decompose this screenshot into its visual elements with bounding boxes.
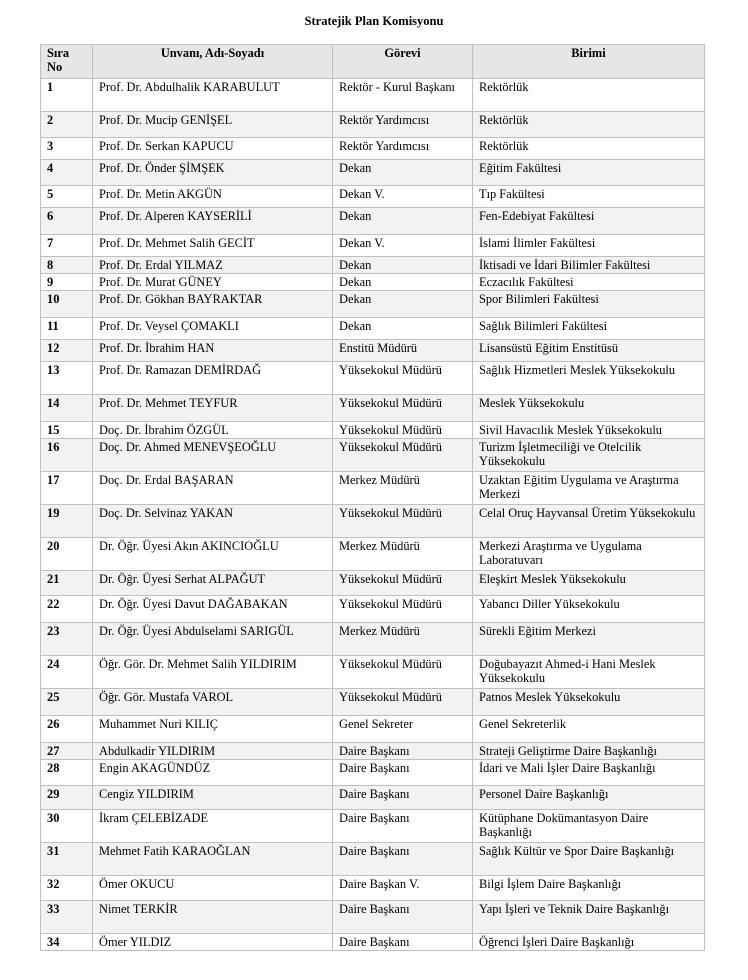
cell-unit: Sağlık Hizmetleri Meslek Yüksekokulu — [473, 362, 705, 395]
cell-no: 26 — [41, 716, 93, 743]
table-row — [41, 318, 705, 340]
table-row — [41, 395, 705, 422]
cell-unit: Yapı İşleri ve Teknik Daire Başkanlığı — [473, 901, 705, 934]
cell-duty: Yüksekokul Müdürü — [333, 689, 473, 716]
cell-name: Nimet TERKİR — [93, 901, 333, 934]
cell-duty: Dekan — [333, 318, 473, 340]
cell-no: 15 — [41, 422, 93, 439]
cell-unit: Strateji Geliştirme Daire Başkanlığı — [473, 743, 705, 760]
table-row — [41, 257, 705, 274]
cell-name: Cengiz YILDIRIM — [93, 786, 333, 810]
cell-no: 5 — [41, 186, 93, 208]
table-row — [41, 623, 705, 656]
cell-no: 33 — [41, 901, 93, 934]
table-row — [41, 760, 705, 786]
cell-duty: Yüksekokul Müdürü — [333, 571, 473, 596]
cell-no: 1 — [41, 79, 93, 112]
header-name: Unvanı, Adı-Soyadı — [93, 45, 333, 79]
table-row — [41, 274, 705, 291]
cell-no: 31 — [41, 843, 93, 876]
table-body — [41, 79, 705, 951]
table-row — [41, 571, 705, 596]
cell-duty: Rektör Yardımcısı — [333, 112, 473, 138]
table-row — [41, 472, 705, 505]
table-row — [41, 743, 705, 760]
cell-name: Dr. Öğr. Üyesi Davut DAĞABAKAN — [93, 596, 333, 623]
cell-name: Ömer OKUCU — [93, 876, 333, 901]
cell-no: 19 — [41, 505, 93, 538]
cell-name: Dr. Öğr. Üyesi Akın AKINCIOĞLU — [93, 538, 333, 571]
cell-unit: Sivil Havacılık Meslek Yüksekokulu — [473, 422, 705, 439]
cell-duty: Dekan — [333, 160, 473, 186]
table-row — [41, 689, 705, 716]
cell-duty: Daire Başkanı — [333, 934, 473, 951]
cell-unit: Spor Bilimleri Fakültesi — [473, 291, 705, 318]
cell-duty: Yüksekokul Müdürü — [333, 656, 473, 689]
cell-no: 29 — [41, 786, 93, 810]
cell-name: Prof. Dr. Serkan KAPUCU — [93, 138, 333, 160]
cell-no: 4 — [41, 160, 93, 186]
cell-no: 14 — [41, 395, 93, 422]
cell-unit: Kütüphane Dokümantasyon Daire Başkanlığı — [473, 810, 705, 843]
table-row — [41, 422, 705, 439]
cell-duty: Dekan V. — [333, 235, 473, 257]
cell-no: 20 — [41, 538, 93, 571]
cell-no: 11 — [41, 318, 93, 340]
cell-name: Dr. Öğr. Üyesi Serhat ALPAĞUT — [93, 571, 333, 596]
cell-name: Doç. Dr. Ahmed MENEVŞEOĞLU — [93, 439, 333, 472]
table-row — [41, 538, 705, 571]
cell-unit: İktisadi ve İdari Bilimler Fakültesi — [473, 257, 705, 274]
cell-name: Prof. Dr. Alperen KAYSERİLİ — [93, 208, 333, 235]
cell-name: Öğr. Gör. Mustafa VAROL — [93, 689, 333, 716]
cell-no: 17 — [41, 472, 93, 505]
table-row — [41, 235, 705, 257]
cell-name: Ömer YILDIZ — [93, 934, 333, 951]
cell-no: 16 — [41, 439, 93, 472]
cell-unit: Genel Sekreterlik — [473, 716, 705, 743]
cell-no: 22 — [41, 596, 93, 623]
cell-unit: Rektörlük — [473, 138, 705, 160]
table-row — [41, 901, 705, 934]
cell-duty: Merkez Müdürü — [333, 538, 473, 571]
cell-no: 2 — [41, 112, 93, 138]
table-header-row — [41, 45, 705, 79]
cell-no: 8 — [41, 257, 93, 274]
cell-no: 13 — [41, 362, 93, 395]
cell-duty: Rektör - Kurul Başkanı — [333, 79, 473, 112]
cell-name: Doç. Dr. Erdal BAŞARAN — [93, 472, 333, 505]
cell-unit: Öğrenci İşleri Daire Başkanlığı — [473, 934, 705, 951]
cell-name: Prof. Dr. Mehmet Salih GECİT — [93, 235, 333, 257]
cell-unit: Patnos Meslek Yüksekokulu — [473, 689, 705, 716]
header-no: Sıra No — [41, 45, 93, 79]
cell-duty: Daire Başkan V. — [333, 876, 473, 901]
table-row — [41, 596, 705, 623]
cell-unit: Rektörlük — [473, 112, 705, 138]
cell-name: Doç. Dr. Selvinaz YAKAN — [93, 505, 333, 538]
table-row — [41, 439, 705, 472]
cell-name: Prof. Dr. Veysel ÇOMAKLI — [93, 318, 333, 340]
cell-no: 23 — [41, 623, 93, 656]
cell-name: Prof. Dr. Önder ŞİMŞEK — [93, 160, 333, 186]
cell-duty: Dekan — [333, 257, 473, 274]
cell-name: Prof. Dr. Mucip GENİŞEL — [93, 112, 333, 138]
cell-unit: Merkezi Araştırma ve Uygulama Laboratuvarı — [473, 538, 705, 571]
table-row — [41, 716, 705, 743]
cell-no: 10 — [41, 291, 93, 318]
cell-no: 28 — [41, 760, 93, 786]
cell-no: 24 — [41, 656, 93, 689]
cell-name: Öğr. Gör. Dr. Mehmet Salih YILDIRIM — [93, 656, 333, 689]
cell-name: Prof. Dr. Ramazan DEMİRDAĞ — [93, 362, 333, 395]
cell-name: İkram ÇELEBİZADE — [93, 810, 333, 843]
cell-duty: Merkez Müdürü — [333, 623, 473, 656]
cell-duty: Yüksekokul Müdürü — [333, 395, 473, 422]
cell-unit: Rektörlük — [473, 79, 705, 112]
cell-unit: Yabancı Diller Yüksekokulu — [473, 596, 705, 623]
cell-name: Doç. Dr. İbrahim ÖZGÜL — [93, 422, 333, 439]
cell-unit: Doğubayazıt Ahmed-i Hani Meslek Yüksekokulu — [473, 656, 705, 689]
table-row — [41, 656, 705, 689]
cell-duty: Rektör Yardımcısı — [333, 138, 473, 160]
table-row — [41, 843, 705, 876]
table-row — [41, 362, 705, 395]
cell-unit: Sağlık Bilimleri Fakültesi — [473, 318, 705, 340]
cell-duty: Yüksekokul Müdürü — [333, 362, 473, 395]
cell-duty: Daire Başkanı — [333, 901, 473, 934]
cell-duty: Merkez Müdürü — [333, 472, 473, 505]
commission-table — [40, 44, 705, 951]
cell-name: Prof. Dr. Metin AKGÜN — [93, 186, 333, 208]
cell-duty: Dekan — [333, 274, 473, 291]
cell-unit: Turizm İşletmeciliği ve Otelcilik Yüksekokulu — [473, 439, 705, 472]
cell-name: Prof. Dr. Abdulhalik KARABULUT — [93, 79, 333, 112]
cell-no: 7 — [41, 235, 93, 257]
cell-name: Prof. Dr. İbrahim HAN — [93, 340, 333, 362]
cell-unit: Eczacılık Fakültesi — [473, 274, 705, 291]
cell-no: 12 — [41, 340, 93, 362]
table-row — [41, 208, 705, 235]
cell-duty: Dekan — [333, 208, 473, 235]
cell-unit: Eğitim Fakültesi — [473, 160, 705, 186]
cell-duty: Dekan — [333, 291, 473, 318]
cell-duty: Daire Başkanı — [333, 743, 473, 760]
cell-duty: Daire Başkanı — [333, 810, 473, 843]
cell-no: 6 — [41, 208, 93, 235]
cell-duty: Enstitü Müdürü — [333, 340, 473, 362]
cell-unit: Celal Oruç Hayvansal Üretim Yüksekokulu — [473, 505, 705, 538]
cell-unit: Fen-Edebiyat Fakültesi — [473, 208, 705, 235]
table-row — [41, 160, 705, 186]
cell-duty: Yüksekokul Müdürü — [333, 439, 473, 472]
cell-no: 30 — [41, 810, 93, 843]
cell-name: Prof. Dr. Erdal YILMAZ — [93, 257, 333, 274]
cell-name: Prof. Dr. Gökhan BAYRAKTAR — [93, 291, 333, 318]
table-row — [41, 786, 705, 810]
cell-unit: Tıp Fakültesi — [473, 186, 705, 208]
cell-duty: Daire Başkanı — [333, 786, 473, 810]
cell-name: Muhammet Nuri KILIÇ — [93, 716, 333, 743]
table-row — [41, 810, 705, 843]
cell-no: 3 — [41, 138, 93, 160]
table-row — [41, 138, 705, 160]
table-row — [41, 340, 705, 362]
header-duty: Görevi — [333, 45, 473, 79]
cell-unit: Sağlık Kültür ve Spor Daire Başkanlığı — [473, 843, 705, 876]
header-unit: Birimi — [473, 45, 705, 79]
cell-name: Abdulkadir YILDIRIM — [93, 743, 333, 760]
table-row — [41, 505, 705, 538]
cell-no: 34 — [41, 934, 93, 951]
cell-unit: Sürekli Eğitim Merkezi — [473, 623, 705, 656]
cell-duty: Daire Başkanı — [333, 760, 473, 786]
cell-name: Engin AKAGÜNDÜZ — [93, 760, 333, 786]
cell-name: Dr. Öğr. Üyesi Abdulselami SARIGÜL — [93, 623, 333, 656]
cell-no: 9 — [41, 274, 93, 291]
cell-unit: Uzaktan Eğitim Uygulama ve Araştırma Merkezi — [473, 472, 705, 505]
table-row — [41, 291, 705, 318]
table-row — [41, 934, 705, 951]
cell-duty: Daire Başkanı — [333, 843, 473, 876]
cell-name: Prof. Dr. Mehmet TEYFUR — [93, 395, 333, 422]
cell-unit: Eleşkirt Meslek Yüksekokulu — [473, 571, 705, 596]
cell-unit: Personel Daire Başkanlığı — [473, 786, 705, 810]
table-row — [41, 186, 705, 208]
cell-name: Prof. Dr. Murat GÜNEY — [93, 274, 333, 291]
cell-unit: Meslek Yüksekokulu — [473, 395, 705, 422]
cell-unit: Lisansüstü Eğitim Enstitüsü — [473, 340, 705, 362]
cell-no: 25 — [41, 689, 93, 716]
cell-unit: İslami İlimler Fakültesi — [473, 235, 705, 257]
cell-duty: Yüksekokul Müdürü — [333, 422, 473, 439]
cell-no: 27 — [41, 743, 93, 760]
cell-duty: Yüksekokul Müdürü — [333, 505, 473, 538]
document-title: Stratejik Plan Komisyonu — [304, 14, 444, 28]
cell-unit: Bilgi İşlem Daire Başkanlığı — [473, 876, 705, 901]
table-row — [41, 876, 705, 901]
cell-no: 32 — [41, 876, 93, 901]
cell-no: 21 — [41, 571, 93, 596]
cell-duty: Dekan V. — [333, 186, 473, 208]
cell-name: Mehmet Fatih KARAOĞLAN — [93, 843, 333, 876]
cell-duty: Genel Sekreter — [333, 716, 473, 743]
table-row — [41, 112, 705, 138]
table-row — [41, 79, 705, 112]
cell-unit: İdari ve Mali İşler Daire Başkanlığı — [473, 760, 705, 786]
cell-duty: Yüksekokul Müdürü — [333, 596, 473, 623]
